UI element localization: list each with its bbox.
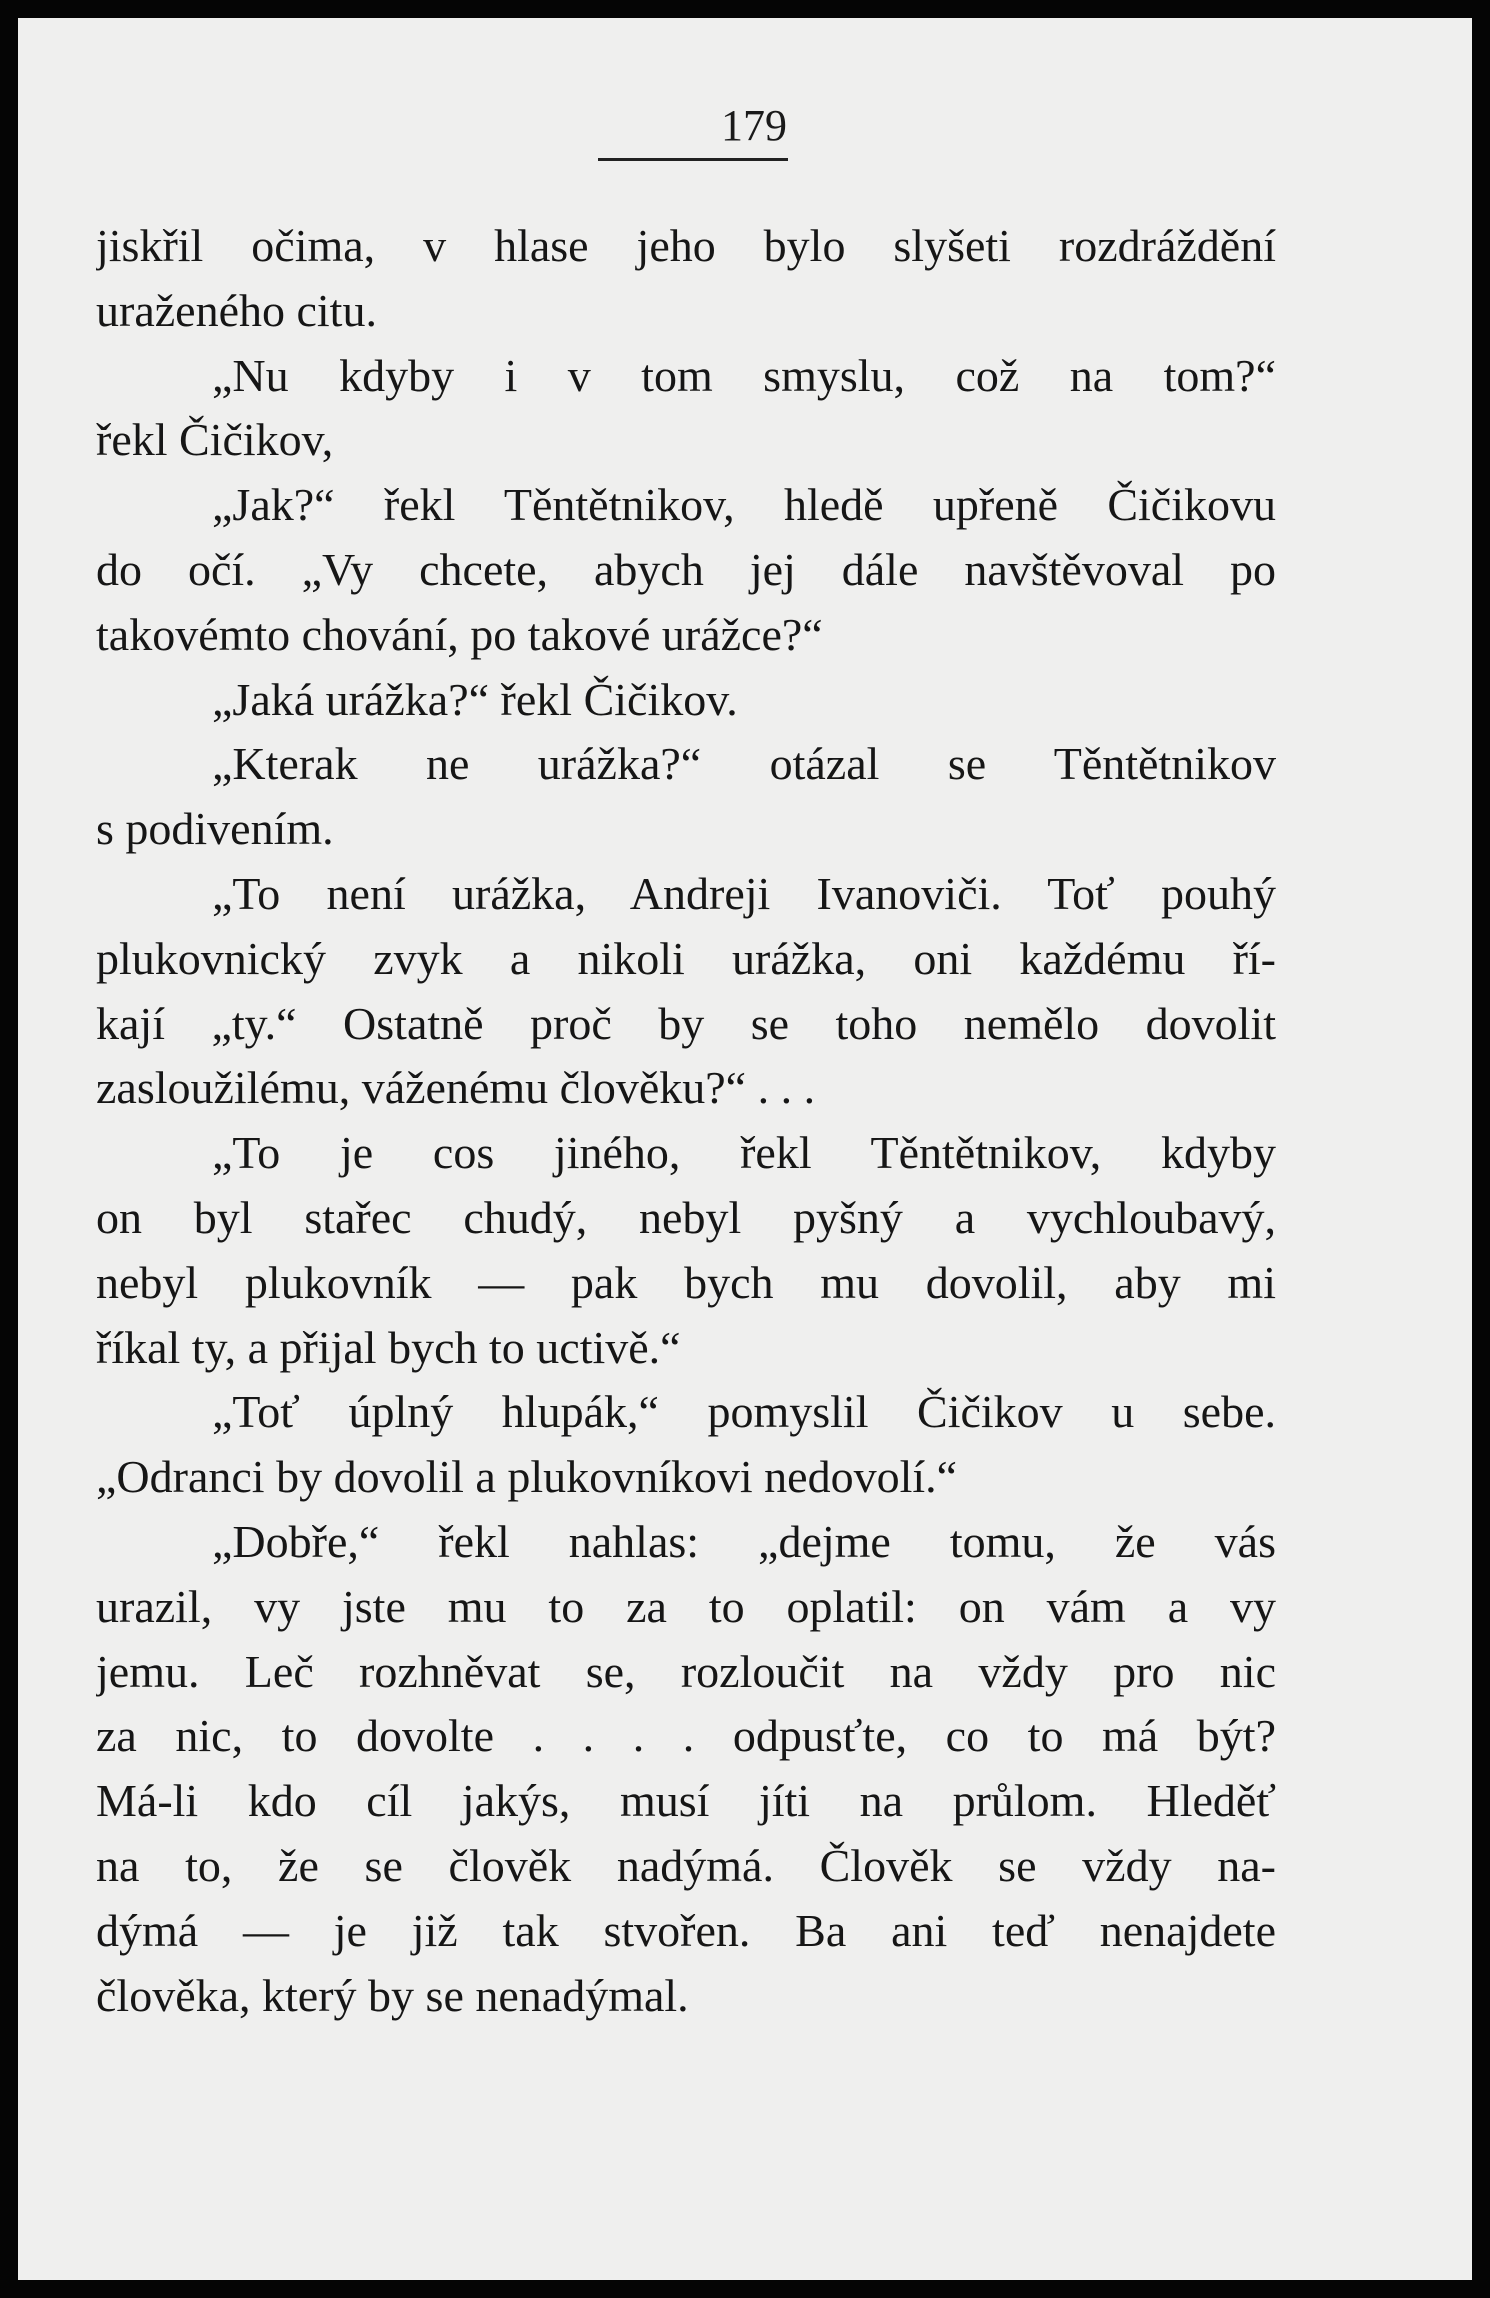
text-line: řekl Čičikov, xyxy=(96,414,334,466)
text-line: jiskřil očima, v hlase jeho bylo slyšeti rozdráždění xyxy=(96,220,1276,271)
text-line: „Nu kdyby i v tom smyslu, což na tom?“ xyxy=(212,349,1276,401)
text-line: „To není urážka, Andreji Ivanoviči. Toť pouhý xyxy=(212,867,1276,919)
text-line: plukovnický zvyk a nikoli urážka, oni každému ří- xyxy=(96,932,1276,984)
page-number-rule xyxy=(598,158,788,161)
text-line: do očí. „Vy chcete, abych jej dále navštěvoval po xyxy=(96,543,1276,595)
text-line: „Kterak ne urážka?“ otázal se Těntětnikov xyxy=(212,738,1276,790)
text-line: urazil, vy jste mu to za to oplatil: on vám a vy xyxy=(96,1580,1276,1632)
text-line: s podivením. xyxy=(96,803,334,855)
text-line: „Odranci by dovolil a plukovníkovi nedovolí.“ xyxy=(96,1451,958,1503)
text-line: kají „ty.“ Ostatně proč by se toho nemělo dovolit xyxy=(96,997,1276,1049)
text-line: takovémto chování, po takové urážce?“ xyxy=(96,608,823,660)
text-line: „Jak?“ řekl Těntětnikov, hledě upřeně Čičikovu xyxy=(212,479,1276,531)
text-line: „Dobře,“ řekl nahlas: „dejme tomu, že vás xyxy=(212,1515,1276,1567)
text-line: na to, že se člověk nadýmá. Člověk se vždy na- xyxy=(96,1839,1276,1891)
book-page xyxy=(18,18,1472,2280)
text-line: „To je cos jiného, řekl Těntětnikov, kdyby xyxy=(212,1127,1276,1179)
text-line: nebyl plukovník — pak bych mu dovolil, aby mi xyxy=(96,1256,1276,1308)
text-line: uraženého citu. xyxy=(96,284,377,336)
text-line: „Jaká urážka?“ řekl Čičikov. xyxy=(212,673,738,725)
text-line: říkal ty, a přijal bych to uctivě.“ xyxy=(96,1321,681,1373)
text-line: on byl stařec chudý, nebyl pyšný a vychloubavý, xyxy=(96,1191,1276,1243)
text-line: člověka, který by se nenadýmal. xyxy=(96,1969,689,2021)
page-number: 179 xyxy=(721,101,787,150)
text-line: jemu. Leč rozhněvat se, rozloučit na vždy pro nic xyxy=(96,1645,1276,1697)
text-line: zasloužilému, váženému člověku?“ . . . xyxy=(96,1062,816,1114)
text-line: Má-li kdo cíl jakýs, musí jíti na průlom. Hleděť xyxy=(96,1775,1276,1827)
text-line: „Toť úplný hlupák,“ pomyslil Čičikov u sebe. xyxy=(212,1386,1276,1438)
body-text xyxy=(96,214,1276,2028)
text-line: dýmá — je již tak stvořen. Ba ani teď nenajdete xyxy=(96,1904,1276,1956)
text-line: za nic, to dovolte . . . . odpusťte, co to má být? xyxy=(96,1710,1276,1762)
